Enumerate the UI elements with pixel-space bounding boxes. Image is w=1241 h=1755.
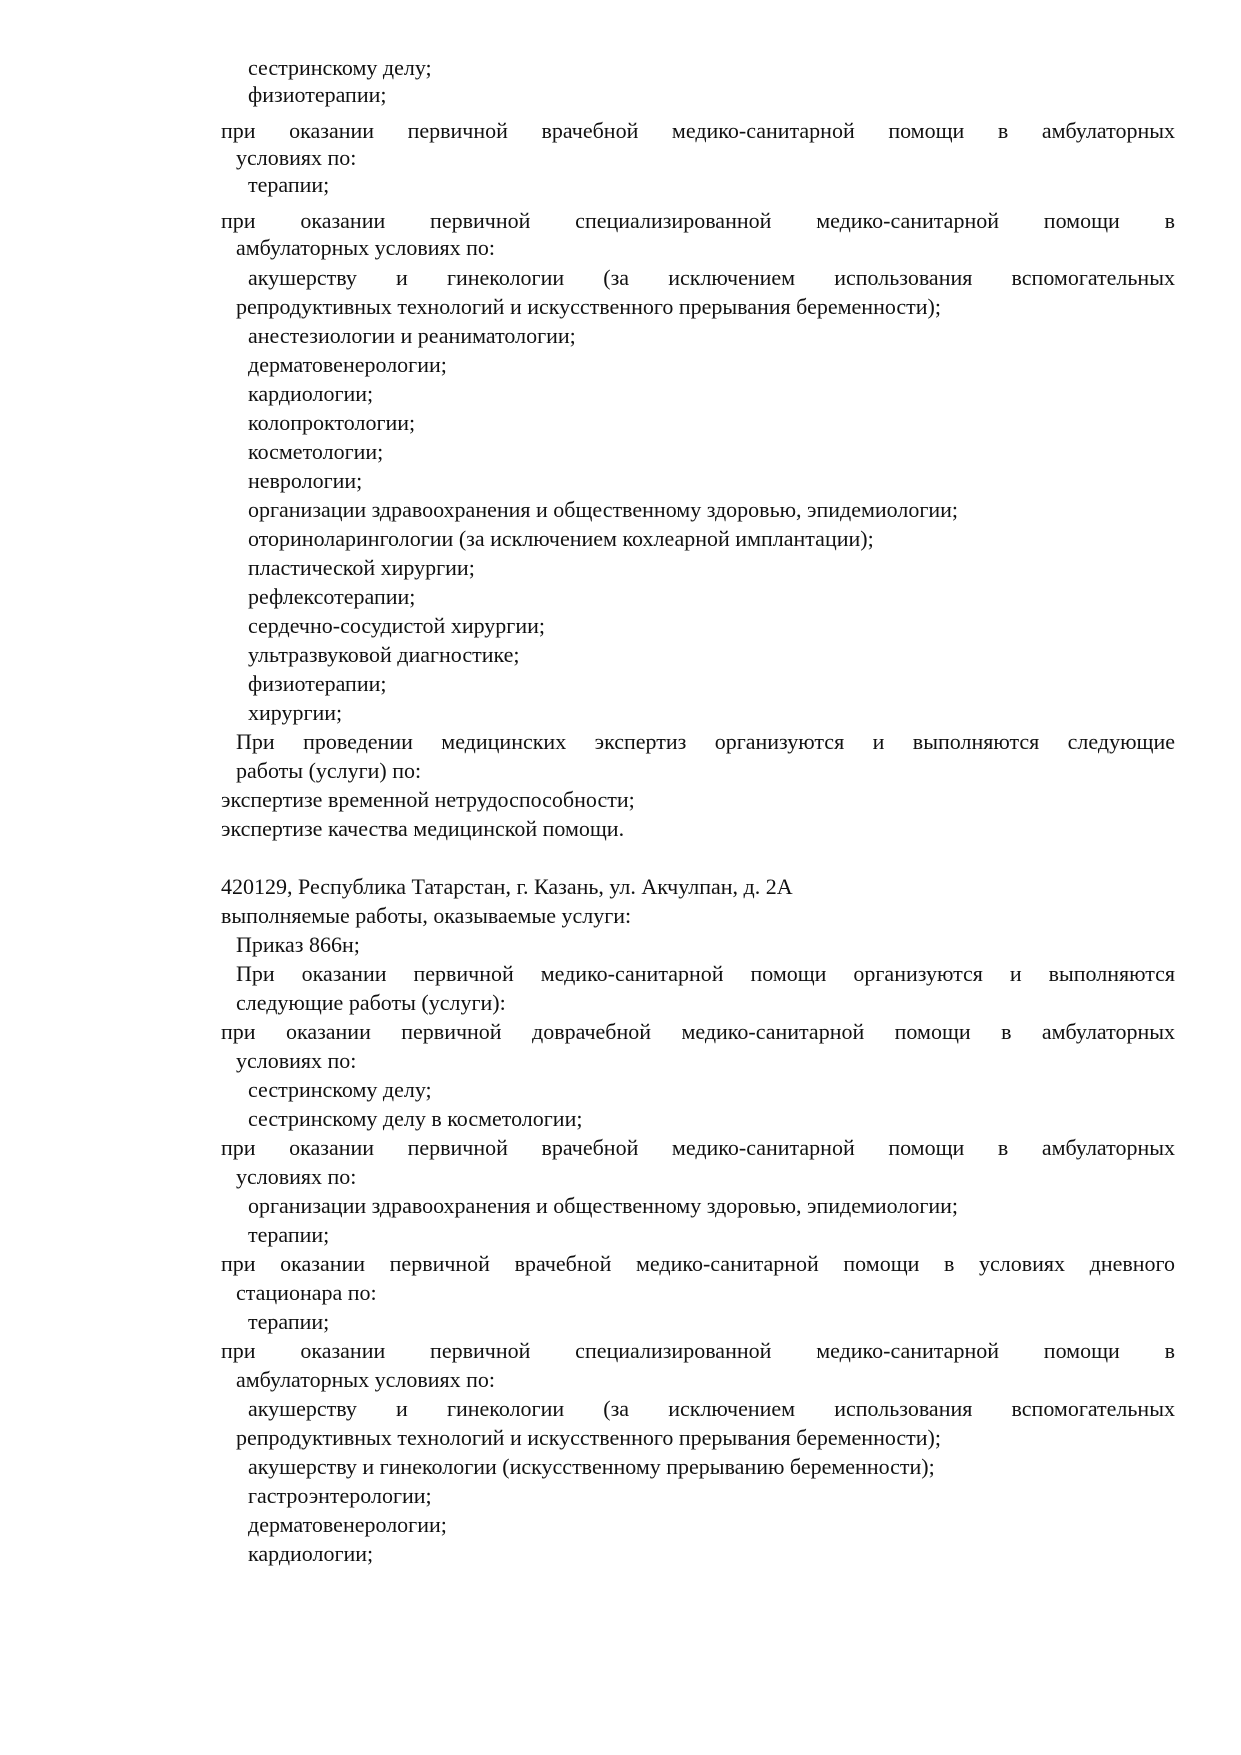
- list-item: косметологии;: [248, 439, 384, 464]
- list-item: хирургии;: [248, 700, 343, 725]
- list-item: организации здравоохранения и общественному здоровью, эпидемиологии;: [248, 497, 959, 522]
- list-item: кардиологии;: [248, 381, 374, 406]
- list-item: экспертизе качества медицинской помощи.: [221, 816, 625, 841]
- list-item: дерматовенерологии;: [248, 352, 447, 377]
- list-item: сестринскому делу;: [248, 1077, 432, 1102]
- paragraph-line: При проведении медицинских экспертиз организуются и выполняются следующие: [236, 729, 1175, 754]
- list-item: неврологии;: [248, 468, 363, 493]
- list-item: дерматовенерологии;: [248, 1512, 447, 1537]
- list-item: сестринскому делу в косметологии;: [248, 1106, 583, 1131]
- paragraph-line: следующие работы (услуги):: [236, 990, 506, 1015]
- list-item: организации здравоохранения и общественному здоровью, эпидемиологии;: [248, 1193, 959, 1218]
- list-item: ультразвуковой диагностике;: [248, 642, 520, 667]
- list-item: гастроэнтерологии;: [248, 1483, 432, 1508]
- list-item: физиотерапии;: [248, 671, 387, 696]
- paragraph-line: условиях по:: [236, 1164, 357, 1189]
- list-item: акушерству и гинекологии (за исключением использования вспомогательных: [248, 1396, 1175, 1421]
- list-item: терапии;: [248, 1222, 330, 1247]
- list-item: акушерству и гинекологии (за исключением использования вспомогательных: [248, 265, 1175, 290]
- paragraph-line: условиях по:: [236, 1048, 357, 1073]
- paragraph-line: При оказании первичной медико-санитарной помощи организуются и выполняются: [236, 961, 1175, 986]
- list-item: колопроктологии;: [248, 410, 416, 435]
- list-item: акушерству и гинекологии (искусственному прерыванию беременности);: [248, 1454, 935, 1479]
- list-item: кардиологии;: [248, 1541, 374, 1566]
- paragraph-line: при оказании первичной врачебной медико-санитарной помощи в амбулаторных: [221, 1135, 1175, 1160]
- section-label: выполняемые работы, оказываемые услуги:: [221, 903, 632, 928]
- order-reference: Приказ 866н;: [236, 932, 360, 957]
- list-item: экспертизе временной нетрудоспособности;: [221, 787, 635, 812]
- paragraph-line: при оказании первичной специализированной медико-санитарной помощи в: [221, 1338, 1175, 1363]
- paragraph-line: репродуктивных технологий и искусственного прерывания беременности);: [236, 294, 941, 319]
- list-item: анестезиологии и реаниматологии;: [248, 323, 576, 348]
- list-item: оториноларингологии (за исключением кохлеарной имплантации);: [248, 526, 874, 551]
- paragraph-line: при оказании первичной врачебной медико-санитарной помощи в условиях дневного: [221, 1251, 1175, 1276]
- paragraph-line: при оказании первичной специализированной медико-санитарной помощи в: [221, 208, 1175, 233]
- address-line: 420129, Республика Татарстан, г. Казань, ул. Акчулпан, д. 2А: [221, 874, 793, 899]
- paragraph-line: стационара по:: [236, 1280, 377, 1305]
- paragraph-line: амбулаторных условиях по:: [236, 1367, 496, 1392]
- paragraph-line: при оказании первичной доврачебной медико-санитарной помощи в амбулаторных: [221, 1019, 1175, 1044]
- list-item: терапии;: [248, 1309, 330, 1334]
- list-item: сердечно-сосудистой хирургии;: [248, 613, 545, 638]
- list-item: пластической хирургии;: [248, 555, 475, 580]
- list-item: физиотерапии;: [248, 82, 387, 107]
- paragraph-line: амбулаторных условиях по:: [236, 235, 496, 260]
- paragraph-line: работы (услуги) по:: [236, 758, 422, 783]
- paragraph-line: условиях по:: [236, 145, 357, 170]
- list-item: терапии;: [248, 172, 330, 197]
- paragraph-line: при оказании первичной врачебной медико-санитарной помощи в амбулаторных: [221, 118, 1175, 143]
- list-item: рефлексотерапии;: [248, 584, 416, 609]
- list-item: сестринскому делу;: [248, 55, 432, 80]
- paragraph-line: репродуктивных технологий и искусственного прерывания беременности);: [236, 1425, 941, 1450]
